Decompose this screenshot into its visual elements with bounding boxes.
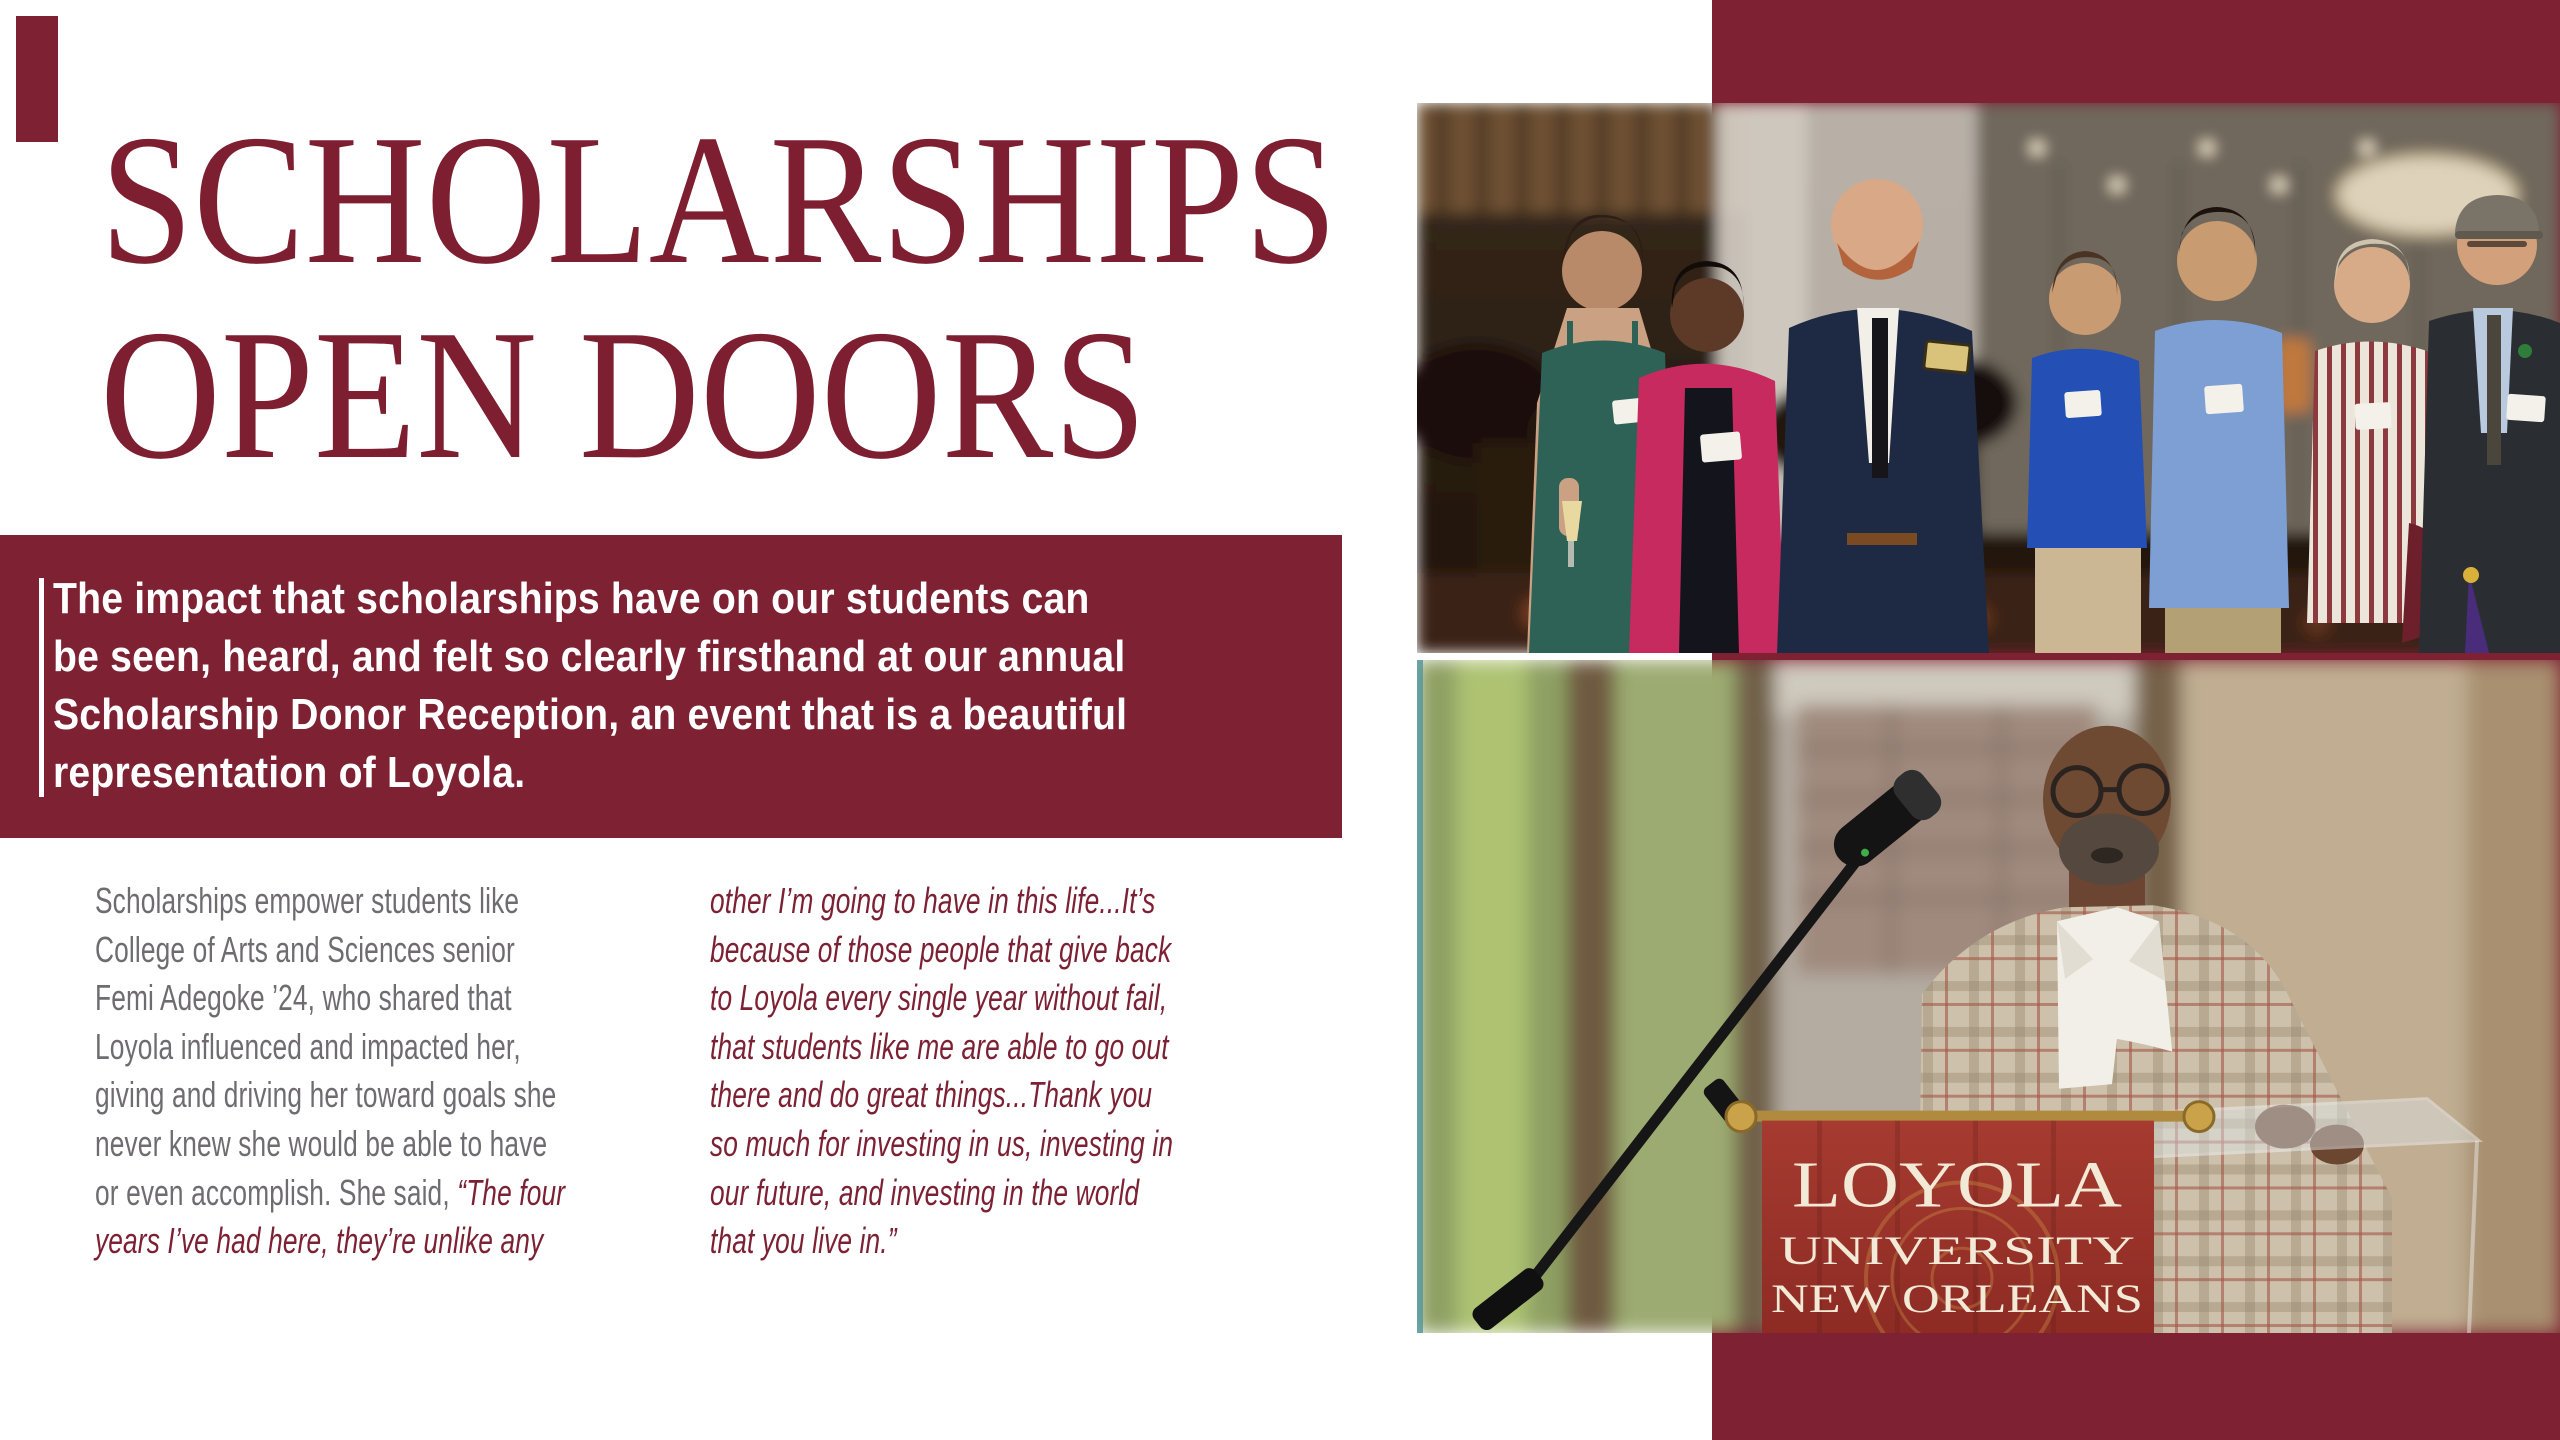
headline-line2: OPEN DOORS: [100, 292, 1147, 498]
page-title: [100, 97, 1338, 498]
intro-line: The impact that scholarships have on our students can: [53, 574, 1090, 623]
quote-line: to Loyola every single year without fail,: [710, 977, 1168, 1019]
quote-line: that you live in.”: [710, 1220, 897, 1262]
corner-accent-mark: [16, 16, 58, 142]
quote-line: there and do great things...Thank you: [710, 1074, 1153, 1116]
podium-banner-line1: LOYOLA: [1792, 1148, 2123, 1222]
intro-line: representation of Loyola.: [53, 748, 526, 797]
body-line: Femi Adegoke ’24, who shared that: [95, 977, 512, 1019]
body-line: or even accomplish. She said,: [95, 1171, 458, 1213]
body-column-2: [710, 877, 1173, 1266]
reception-photo-art: [1417, 103, 2560, 653]
quote-line: that students like me are able to go out: [710, 1025, 1169, 1067]
body-line: College of Arts and Sciences senior: [95, 928, 515, 970]
body-line: giving and driving her toward goals she: [95, 1074, 557, 1116]
podium-banner-text: [1771, 1148, 2143, 1321]
quote-line: because of those people that give back: [710, 928, 1172, 970]
quote-line: years I’ve had here, they’re unlike any: [95, 1220, 544, 1262]
quote-line: other I’m going to have in this life...It’s: [710, 880, 1156, 921]
podium-photo: [1417, 660, 2560, 1333]
body-line-mixed: [95, 1169, 565, 1218]
body-column-1: [95, 877, 565, 1266]
podium-banner-line3: NEW ORLEANS: [1771, 1276, 2143, 1322]
podium-photo-art: [1417, 660, 2560, 1333]
intro-line: be seen, heard, and felt so clearly firsthand at our annual: [53, 632, 1126, 681]
body-line: Scholarships empower students like: [95, 880, 520, 921]
intro-line: Scholarship Donor Reception, an event that is a beautiful: [53, 690, 1128, 739]
body-line: never knew she would be able to have: [95, 1122, 548, 1164]
intro-accent-bar: [39, 578, 44, 797]
quote-line: so much for investing in us, investing in: [710, 1122, 1174, 1164]
quote-line: our future, and investing in the world: [710, 1171, 1140, 1213]
body-line: Loyola influenced and impacted her,: [95, 1025, 521, 1067]
quote-start: “The four: [457, 1171, 566, 1213]
podium-banner-line2: UNIVERSITY: [1779, 1228, 2135, 1274]
reception-photo: [1417, 103, 2560, 653]
intro-text: [53, 570, 1127, 802]
headline-line1: SCHOLARSHIPS: [100, 97, 1338, 303]
photo-edge-highlight: [1417, 660, 1423, 1333]
intro-banner: [0, 535, 1342, 838]
